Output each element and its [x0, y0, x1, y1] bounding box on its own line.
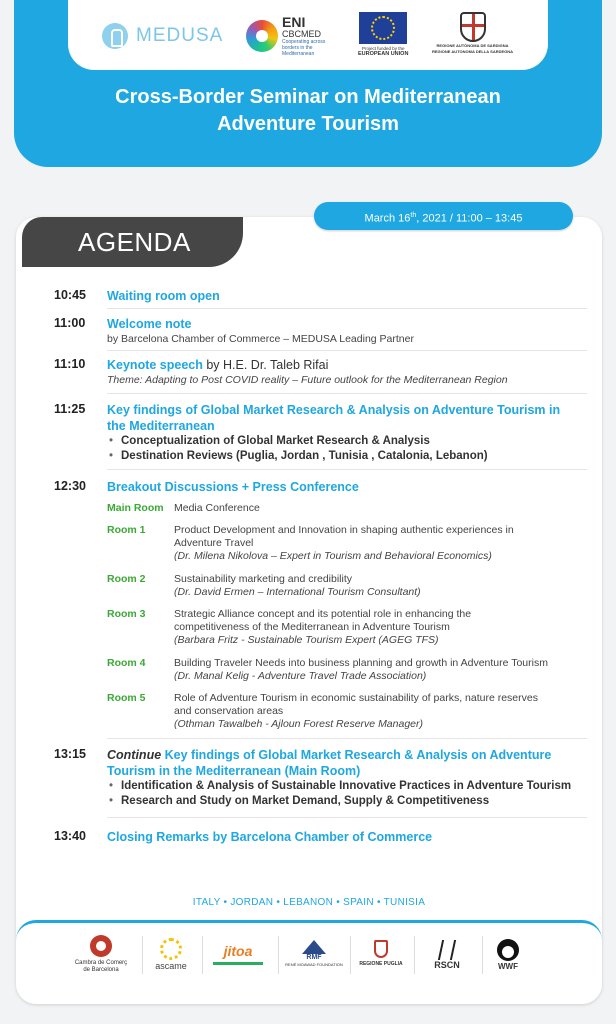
medusa-logo	[102, 12, 223, 60]
title-line-2: Adventure Tourism	[217, 113, 399, 135]
divider	[202, 936, 203, 974]
medusa-icon	[102, 23, 128, 49]
date-badge	[314, 202, 573, 230]
room-label: Room 2	[107, 573, 146, 585]
agenda-time: 12:30	[54, 479, 86, 493]
agenda-bullet: • Destination Reviews (Puglia, Jordan , Tunisia , Catalonia, Lebanon)	[107, 449, 591, 464]
cambra-logo	[66, 928, 136, 980]
room-speaker: (Barbara Fritz - Sustainable Tourism Expert (AGEG TFS)	[174, 634, 439, 646]
puglia-shield-icon	[374, 940, 388, 958]
room-topic: Sustainability marketing and credibility	[174, 573, 353, 585]
ascame-label: ascame	[155, 961, 187, 971]
agenda-time: 10:45	[54, 288, 86, 302]
divider	[142, 936, 143, 974]
eu-flag-icon	[359, 12, 407, 44]
room-topic: Strategic Alliance concept and its potential role in enhancing the	[174, 608, 472, 620]
sardinia-caption-1: REGIONE AUTÒNOMA DE SARDIGNA	[436, 43, 509, 48]
room-label: Room 3	[107, 608, 146, 620]
room-topic: Media Conference	[174, 502, 260, 514]
continue-title: Key findings of Global Market Research & Analysis on Adventure	[161, 748, 552, 762]
rmf-label: RMF	[306, 954, 322, 961]
agenda-subtitle: by Barcelona Chamber of Commerce – MEDUSA Leading Partner	[107, 333, 414, 345]
room-topic: Building Traveler Needs into business planning and growth in Adventure Tourism	[174, 657, 548, 669]
room-speaker: (Dr. Manal Kelig - Adventure Travel Trade Association)	[174, 670, 427, 682]
rscn-logo	[418, 928, 476, 980]
room-topic: and conservation areas	[174, 705, 284, 717]
room-speaker: (Dr. David Ermen – International Tourism Consultant)	[174, 586, 421, 598]
agenda-content	[107, 288, 591, 304]
keynote-speaker: by H.E. Dr. Taleb Rifai	[202, 358, 329, 372]
agenda-title-line-1	[107, 747, 591, 763]
keynote-label: Keynote speech	[107, 358, 203, 372]
agenda-bullet: • Conceptualization of Global Market Research & Analysis	[107, 434, 591, 449]
agenda-time: 11:10	[54, 357, 86, 371]
eu-caption-2: EUROPEAN UNION	[358, 51, 409, 57]
cambra-label-1: Cambra de Comerç	[74, 959, 128, 966]
rmf-icon	[302, 940, 326, 954]
jitoa-logo	[206, 928, 270, 980]
continue-label: Continue	[107, 748, 162, 762]
date-suffix: , 2021 / 11:00 – 13:45	[416, 212, 523, 225]
room-label: Main Room	[107, 502, 164, 514]
cambra-icon	[90, 935, 112, 957]
agenda-time: 13:15	[54, 747, 86, 761]
eu-logo	[358, 12, 408, 60]
eu-caption-1: Project funded by the	[361, 46, 405, 51]
room-label: Room 5	[107, 692, 146, 704]
puglia-logo	[354, 928, 408, 980]
room-topic: Adventure Travel	[174, 537, 254, 549]
agenda-content	[107, 829, 591, 845]
panda-icon	[497, 939, 519, 961]
room-description	[174, 502, 584, 515]
page-title	[14, 84, 602, 138]
sardinia-logo	[432, 12, 513, 60]
agenda-time: 11:25	[54, 402, 86, 416]
date-prefix: March 16	[364, 212, 411, 225]
agenda-content	[107, 316, 591, 346]
room-description	[174, 573, 584, 599]
agenda-time: 13:40	[54, 829, 86, 843]
wwf-logo	[486, 928, 530, 980]
room-speaker: (Dr. Milena Nikolova – Expert in Tourism and Behavioral Economics)	[174, 550, 492, 562]
room-description	[174, 692, 584, 731]
divider	[482, 936, 483, 974]
agenda-tab	[22, 217, 243, 267]
divider	[107, 738, 587, 739]
divider	[350, 936, 351, 974]
rmf-logo	[284, 928, 344, 980]
eni-title: ENI	[282, 14, 306, 30]
divider	[414, 936, 415, 974]
agenda-title: Closing Remarks by Barcelona Chamber of Commerce	[107, 830, 433, 844]
eni-subtitle: CBCMED	[282, 29, 322, 39]
wwf-label: WWF	[498, 961, 518, 971]
partner-logos	[66, 928, 536, 980]
ascame-logo	[146, 928, 196, 980]
room-description	[174, 608, 584, 647]
agenda-content	[107, 402, 591, 464]
oryx-icon	[438, 940, 456, 960]
rscn-label: RSCN	[434, 959, 460, 970]
agenda-title-line-2: Tourism in the Mediterranean (Main Room)	[107, 764, 361, 778]
divider	[107, 350, 587, 351]
agenda-title-line-1: Key findings of Global Market Research & Analysis on Adventure Tourism in	[107, 403, 561, 417]
agenda-label: AGENDA	[78, 227, 191, 257]
title-line-1: Cross-Border Seminar on Mediterranean	[115, 86, 501, 108]
room-description	[174, 524, 584, 563]
eni-wheel-icon	[246, 20, 278, 52]
eni-cbcmed-logo	[246, 12, 342, 60]
room-topic: Role of Adventure Tourism in economic sustainability of parks, nature reserves	[174, 692, 538, 704]
agenda-content	[107, 479, 591, 495]
divider	[278, 936, 279, 974]
agenda-theme: Theme: Adapting to Post COVID reality – Future outlook for the Mediterranean Region	[107, 374, 508, 386]
agenda-content	[107, 357, 591, 387]
agenda-bullet: • Research and Study on Market Demand, Supply & Competitiveness	[107, 794, 591, 809]
logo-bar	[68, 0, 548, 70]
date-ordinal: th	[410, 212, 417, 219]
agenda-title: Waiting room open	[107, 289, 220, 303]
jitoa-stripe	[213, 962, 263, 965]
divider	[107, 308, 587, 309]
jitoa-label: jitoa	[223, 943, 253, 959]
agenda-bullet: • Identification & Analysis of Sustainable Innovative Practices in Adventure Tourism	[107, 779, 591, 794]
medusa-logo-text: MEDUSA	[136, 25, 224, 46]
room-label: Room 1	[107, 524, 146, 536]
room-speaker: (Othman Tawalbeh - Ajloun Forest Reserve Manager)	[174, 718, 424, 730]
divider	[107, 469, 587, 470]
agenda-content	[107, 747, 591, 809]
room-topic: competitiveness of the Mediterranean in Adventure Tourism	[174, 621, 450, 633]
agenda-title: Welcome note	[107, 317, 192, 331]
eni-tagline: Cooperating across borders in the Mediterranean	[282, 39, 326, 57]
divider	[107, 393, 587, 394]
sardinia-shield-icon	[460, 12, 486, 42]
room-topic: Product Development and Innovation in shaping authentic experiences in	[174, 524, 514, 536]
agenda-title	[107, 357, 591, 373]
agenda-title-line-2: the Mediterranean	[107, 419, 215, 433]
divider	[107, 817, 587, 818]
puglia-label: REGIONE PUGLIA	[359, 961, 403, 967]
agenda-title: Breakout Discussions + Press Conference	[107, 480, 359, 494]
countries-list: ITALY • JORDAN • LEBANON • SPAIN • TUNISIA	[192, 897, 426, 908]
agenda-time: 11:00	[54, 316, 86, 330]
cambra-label-2: de Barcelona	[83, 966, 119, 973]
rmf-sublabel: RENÉ MOAWAD FOUNDATION	[285, 962, 343, 967]
room-label: Room 4	[107, 657, 146, 669]
ascame-icon	[160, 938, 182, 960]
room-description	[174, 657, 584, 683]
sardinia-caption-2: REGIONE AUTONOMA DELLA SARDEGNA	[432, 49, 514, 54]
